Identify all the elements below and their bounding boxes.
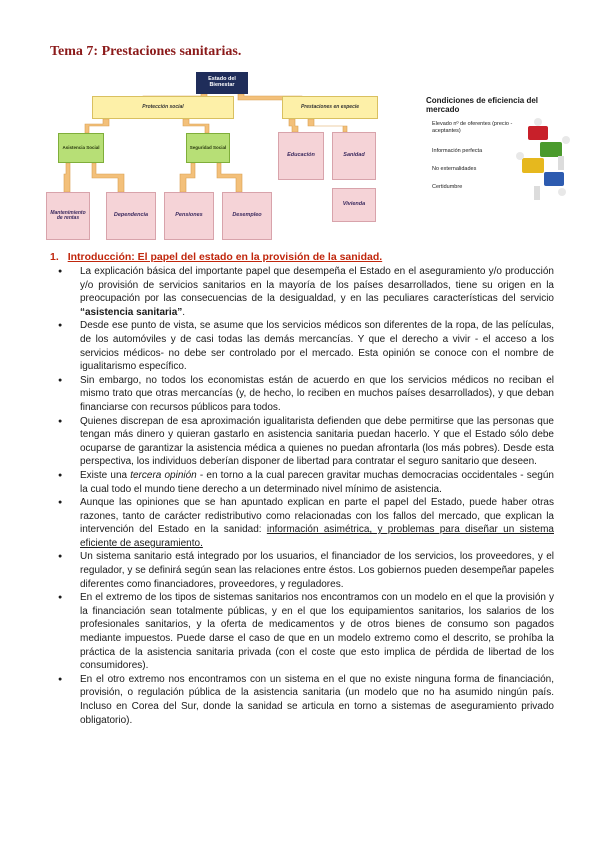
market-efficiency-figure	[414, 88, 570, 212]
diagram-node-seguridad-social: Seguridad Social	[186, 133, 230, 163]
figure-item: Certidumbre	[432, 184, 463, 190]
diagram-node-root: Estado del Bienestar	[196, 72, 248, 94]
underlined-text: información asimétrica, y problemas para diseñar un sistema eficiente de aseguramiento.	[80, 524, 554, 549]
bullet-list	[58, 265, 554, 727]
bold-text: “asistencia sanitaria”	[80, 306, 183, 318]
figure-body	[558, 156, 564, 170]
diagram-node-pensiones: Pensiones	[164, 192, 214, 240]
text-run: Existe una	[80, 469, 131, 481]
figure-body	[534, 186, 540, 200]
puzzle-piece-green	[540, 142, 562, 157]
figure-head	[534, 118, 542, 126]
figure-item: Elevado nº de oferentes (precio - aceptantes)	[432, 121, 513, 134]
diagram-node-desempleo: Desempleo	[222, 192, 272, 240]
figure-item: No externalidades	[432, 166, 477, 172]
list-item: ● Sin embargo, no todos los economistas están de acuerdo en que los servicios médicos no reciban el mismo trato que otras mercancías (y, de hecho, lo reciben en muchos países desarrollados), y que deban financiarse con recursos públicos para todos.	[58, 374, 554, 415]
welfare-state-diagram	[46, 70, 396, 246]
list-item: ● En el otro extremo nos encontramos con un sistema en el que no existe ninguna forma de financiación, provisión, o regulación pública de la asistencia sanitaria (un modelo que no ha asumido ningún país. Incluso en Corea del Sur, donde la sanidad se articula en torno a sistemas de aseguramiento privado obligatorio).	[58, 673, 554, 727]
figure-heading: Condiciones de eficiencia del mercado	[426, 96, 539, 115]
diagram-node-dependencia: Dependencia	[106, 192, 156, 240]
list-item	[58, 469, 554, 496]
diagram-node-prestaciones-especie: Prestaciones en especie	[282, 96, 378, 119]
diagram-node-asistencia-social: Asistencia Social	[58, 133, 104, 163]
text-run: - en torno a la cual parecen gravitar muchas democracias occidentales - según la cual todo el mundo tiene derecho a un determinado nivel mínimo de asistencia.	[80, 469, 554, 495]
list-item	[58, 265, 554, 319]
text-run: Aunque las opiniones que se han apuntado explican en parte el papel del Estado, puede haber otras razones, tanto de carácter redistributivo como relacionadas con los fallos del mercado, que explican la intervención del Estado en la sanidad:	[80, 497, 554, 536]
text-run: .	[182, 306, 186, 318]
list-item: ● En el extremo de los tipos de sistemas sanitarios nos encontramos con un modelo en el que la provisión y la financiación sean totalmente públicas, y en el que los equipamientos sanitarios, los salarios de los profesionales sanitarios, y la oferta de medicamentos y de otros bienes de consumo son pagados mediante impuestos. Puede darse el caso de que en un modelo extremo como el descrito, se prohíba la práctica de la asistencia sanitaria privada (con el coste que esto implica de pérdida de libertad de los consumidores).	[58, 591, 554, 673]
italic-text: tercera opinión	[130, 469, 197, 481]
section-heading	[50, 251, 382, 263]
list-item: ● Un sistema sanitario está integrado por los usuarios, el financiador de los servicios, los proveedores, y el regulador, y se definirá según sean las relaciones entre éstos. Los gobiernos pueden desempeñar papeles diferentes como financiadores, proveedores, y reguladores.	[58, 550, 554, 591]
section-title: Introducción: El papel del estado en la provisión de la sanidad.	[67, 251, 383, 263]
text-run: La explicación básica del importante papel que desempeña el Estado en el aseguramiento y/o producción y/o provisión de servicios sanitarios en la mayoría de los países desarrollados, tiene su origen en la preocupación por las consecuencias de la desigualdad, y en las peculiares características del servicio	[80, 266, 554, 305]
diagram-node-vivienda: Vivienda	[332, 188, 376, 222]
diagram-node-sanidad: Sanidad	[332, 132, 376, 180]
figure-head	[558, 188, 566, 196]
puzzle-piece-red	[528, 126, 548, 140]
figure-head	[562, 136, 570, 144]
figure-item: Información perfecta	[432, 148, 483, 154]
puzzle-piece-blue	[544, 172, 564, 186]
diagram-node-mantenimiento-rentas: Mantenimiento de rentas	[46, 192, 90, 240]
figure-head	[516, 152, 524, 160]
list-item: ● Desde ese punto de vista, se asume que los servicios médicos son diferentes de la ropa, de las películas, de los automóviles y de casi todas las demás mercancías. Y que el derecho a vivir - el acceso a los servicios médicos- no debe ser controlado por el mercado. Esta opinión se conoce con el nombre de igualitarismo específico.	[58, 319, 554, 373]
diagram-node-proteccion-social: Protección social	[92, 96, 234, 119]
puzzle-piece-yellow	[522, 158, 544, 173]
diagram-node-educacion: Educación	[278, 132, 324, 180]
puzzle-people-illustration	[514, 116, 574, 206]
section-number: 1.	[50, 251, 59, 263]
page-title: Tema 7: Prestaciones sanitarias.	[50, 44, 242, 59]
list-item: ● Quienes discrepan de esa aproximación igualitarista defienden que debe permitirse que las personas que tengan más dinero y quieran gastarlo en asistencia sanitaria puedan hacerlo. Y que el Estado sólo debe ocuparse de garantizar la asistencia médica a quienes no puedan afrontarla (los más pobres). Desde esta perspectiva, los individuos deberían disponer de libertad para contratar el seguro sanitario que deseen.	[58, 415, 554, 469]
list-item	[58, 496, 554, 550]
